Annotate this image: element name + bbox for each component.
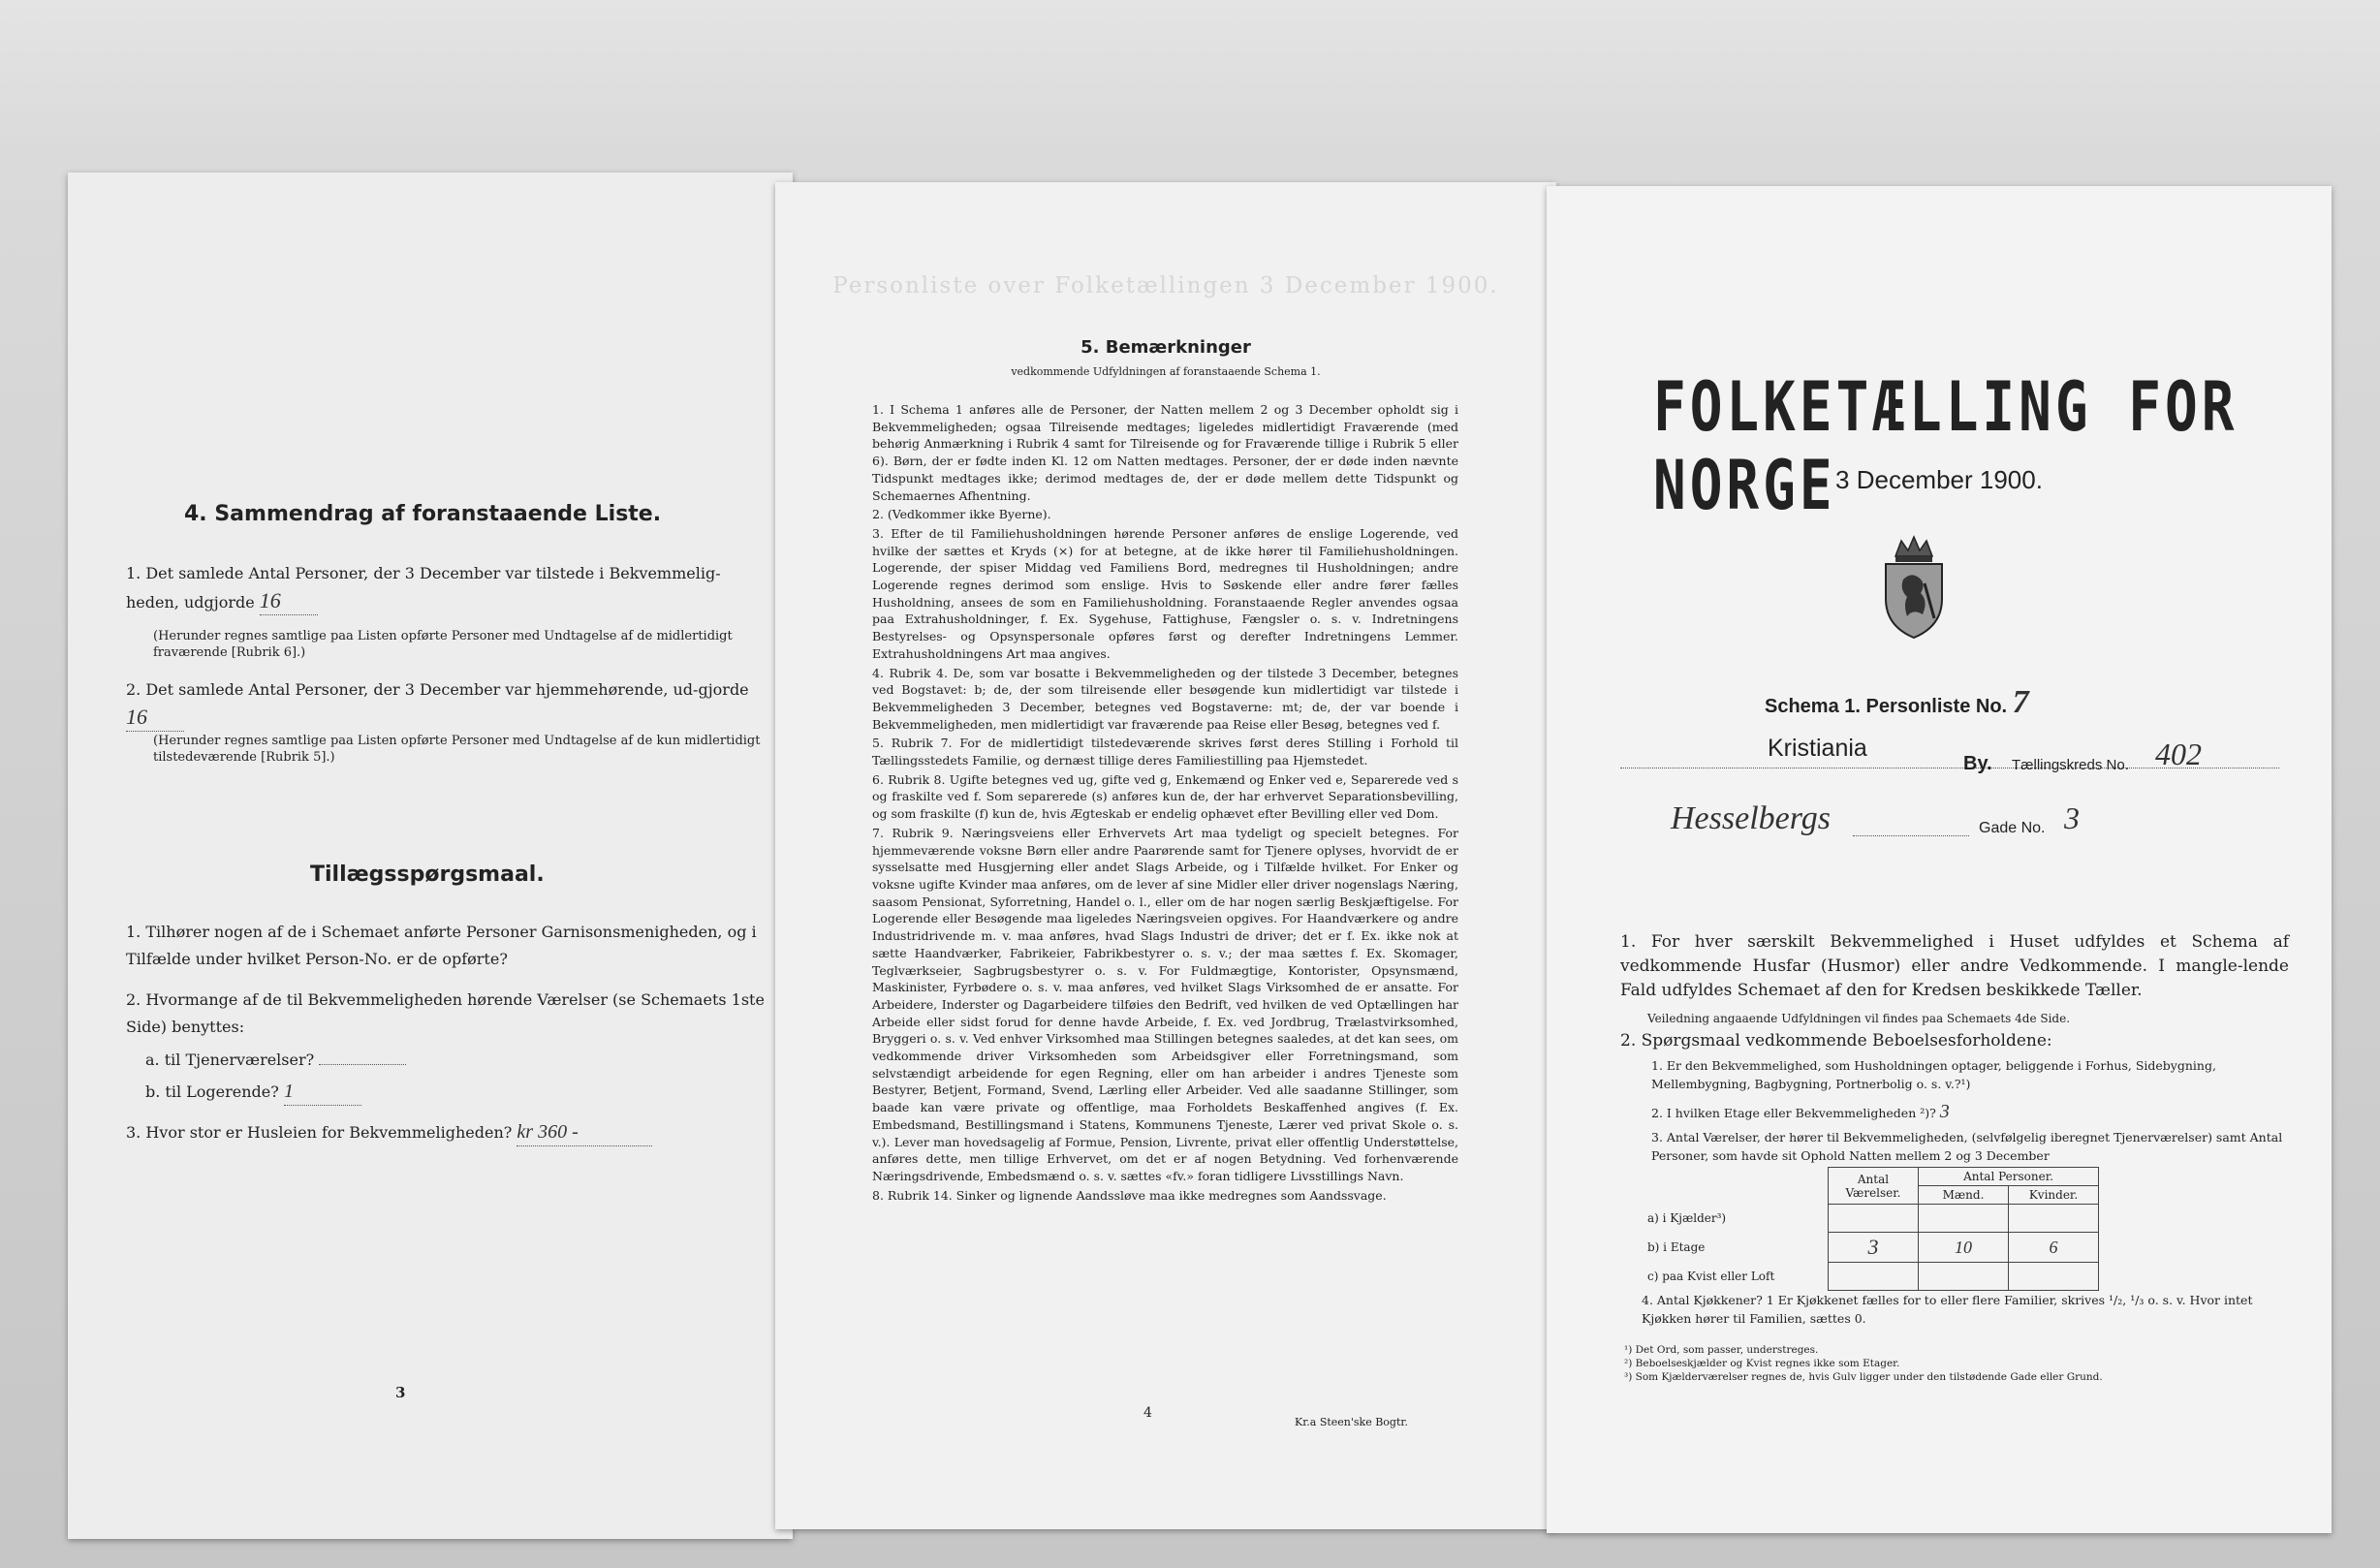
cell-rooms <box>1829 1263 1919 1291</box>
supplement-q3 <box>126 1118 652 1146</box>
summary-item-2-value: 16 <box>126 704 184 732</box>
footnote-1: ¹) Det Ord, som passer, understreges. <box>1624 1344 1819 1356</box>
schema-line <box>1765 684 2029 721</box>
table-row <box>1642 1263 2099 1291</box>
supplement-q3-text: 3. Hvor stor er Husleien for Bekvemmeligheden? <box>126 1123 513 1142</box>
census-title: FOLKETÆLLING FOR NORGE <box>1653 368 2239 526</box>
remark-3: 3. Efter de til Familiehusholdningen hørende Personer anføres de enslige Logerende, ved hvilke der sættes et Kryds (×) for at betegne, at de ikke hører til Familiehusholdningen. Logerende, der spiser Middag ved Familiens Bord, medregnes til Husholdningen; andre Logerende regnes derimod som enslige. Hvis to Søskende eller andre fører fælles Husholdning, ansees de som en Familiehusholdning. Foranstaaende Regler anvendes ogsaa paa Extrahusholdninger, f. Ex. Sygehuse, Fattighuse, Fængsler o. s. v. Indretningens Bestyrelses- og Opsynspersonale opføres først og derefter Indretningens Lemmer. Extrahusholdningens Art maa angives. <box>872 525 1458 661</box>
coat-of-arms <box>1874 533 1954 645</box>
cell-women: 6 <box>2009 1233 2099 1263</box>
housing-q1: 1. Er den Bekvemmelighed, som Husholdningen optager, beliggende i Forhus, Sidebygning, Mellembygning, Bagbygning, Portnerbolig o. s. v.?¹) <box>1651 1058 2216 1091</box>
cell-rooms <box>1829 1205 1919 1233</box>
table-header-women: Kvinder. <box>2009 1186 2099 1205</box>
remark-8: 8. Rubrik 14. Sinker og lignende Aandssløve maa ikke medregnes som Aandssvage. <box>872 1187 1387 1203</box>
row-label: c) paa Kvist eller Loft <box>1647 1270 1775 1283</box>
supplement-q1: 1. Tilhører nogen af de i Schemaet anførte Personer Garnisonsmenigheden, og i Tilfælde under hvilket Person-No. er de opførte? <box>126 923 757 968</box>
supplement-q2b-text: b. til Logerende? <box>145 1082 279 1101</box>
remark-4: 4. Rubrik 4. De, som var bosatte i Bekvemmeligheden og der tilstede 3 December, betegnes ved Bogstavet: b; de, der som tilreisende eller besøgende kun midlertidigt var tilstede i Bekvemmeligheden 3 December, betegnes ved Bogstaverne: mt; de, der var boende i Bekvemmeligheden, men midlertidigt var fraværende paa Reise eller Besøg, betegnes ved f. <box>872 665 1458 732</box>
instruction-2: 2. Spørgsmaal vedkommende Beboelsesforholdene: <box>1620 1031 2052 1051</box>
census-date: 3 December 1900. <box>1835 465 2043 494</box>
table-row <box>1642 1205 2099 1233</box>
norway-lion-crest-icon <box>1874 533 1954 642</box>
street-name: Hesselbergs <box>1671 800 1831 836</box>
table-row <box>1642 1233 2099 1263</box>
supplement-q2a <box>145 1047 406 1074</box>
city-name: Kristiania <box>1768 735 1867 762</box>
schema-number: 7 <box>2012 684 2029 720</box>
printer-imprint: Kr.a Steen'ske Bogtr. <box>1295 1416 1408 1428</box>
instruction-1-note: Veiledning angaaende Udfyldningen vil findes paa Schemaets 4de Side. <box>1647 1012 2071 1025</box>
summary-item-2 <box>126 676 766 733</box>
housing-q2 <box>1651 1103 1950 1122</box>
summary-item-1-text: 1. Det samlede Antal Personer, der 3 December var tilstede i Bekvemmelig-heden, udgjorde <box>126 564 721 612</box>
table-corner <box>1642 1168 1829 1186</box>
housing-q4: 4. Antal Kjøkkener? 1 Er Kjøkkenet fælles for to eller flere Familier, skrives ¹/₂, ¹/₃ o. s. v. Hvor intet Kjøkken hører til Familien, sættes 0. <box>1642 1293 2253 1326</box>
left-page <box>68 172 793 1539</box>
table-header-persons: Antal Personer. <box>1919 1168 2099 1186</box>
district-number: 402 <box>2155 737 2202 771</box>
supplement-q2a-line <box>319 1064 406 1065</box>
supplement-q2b-value: 1 <box>284 1078 361 1106</box>
cell-men <box>1919 1205 2009 1233</box>
housing-q2-text: 2. I hvilken Etage eller Bekvemmeligheden ²)? <box>1651 1106 1936 1120</box>
table-corner-2 <box>1642 1186 1829 1205</box>
remark-1: 1. I Schema 1 anføres alle de Personer, der Natten mellem 2 og 3 December opholdt sig i Bekvemmeligheden; ogsaa Tilreisende medtages; ligeledes midlertidigt Fraværende (med behørig Anmærkning i Rubrik 4 samt for Tilreisende og for Fraværende tillige i Rubrik 5 eller 6). Børn, der er fødte inden Kl. 12 om Natten medtages. Personer, der er døde inden nævnte Tidspunkt medtages ikke; derimod medtages de, der er døde mellem dette Tidspunkt og Schemaernes Afhentning. <box>872 402 1458 503</box>
summary-item-2-text: 2. Det samlede Antal Personer, der 3 December var hjemmehørende, ud-gjorde <box>126 680 749 699</box>
table-header-rooms: Antal Værelser. <box>1829 1168 1919 1205</box>
by-label: By. <box>1963 753 1992 774</box>
remark-6: 6. Rubrik 8. Ugifte betegnes ved ug, gifte ved g, Enkemænd og Enker ved e, Separerede ved s og fraskilte ved f. Som separerede (s) anføres kun de, der har erhvervet Separationsbevilling, og som fraskilte (f) kun de, hvis Ægteskab er endelig ophævet efter Bevilling eller ved Dom. <box>872 771 1458 822</box>
footnote-3: ³) Som Kjælderværelser regnes de, hvis Gulv ligger under den tilstødende Gade eller Grund. <box>1624 1371 2103 1383</box>
summary-item-1 <box>126 560 766 616</box>
supplement-q2b <box>145 1078 361 1106</box>
summary-item-1-note: (Herunder regnes samtlige paa Listen opførte Personer med Undtagelse af de midlertidigt fraværende [Rubrik 6].) <box>153 629 733 660</box>
remarks-list <box>872 401 1458 1204</box>
table-header-men: Mænd. <box>1919 1186 2009 1205</box>
rooms-persons-table <box>1642 1167 2099 1291</box>
gade-number: 3 <box>2064 800 2080 835</box>
supplement-q3-value: kr 360 - <box>517 1118 652 1146</box>
remarks-heading: 5. Bemærkninger <box>1080 337 1251 358</box>
remarks-subheading: vedkommende Udfyldningen af foranstaaende Schema 1. <box>1011 365 1321 378</box>
page-number-middle: 4 <box>1143 1405 1152 1421</box>
district-label: Tællingskreds No. <box>2012 757 2129 773</box>
footnotes <box>1624 1343 2302 1384</box>
street-line <box>1853 835 1969 836</box>
row-label: a) i Kjælder³) <box>1647 1211 1727 1225</box>
page-number-left: 3 <box>395 1384 406 1401</box>
remark-7: 7. Rubrik 9. Næringsveiens eller Erhvervets Art maa tydeligt og specielt betegnes. For hjemmeværende voksne Børn eller andre Paarørende samt for Tjenere oplyses, hvorvidt de er sysselsatte med Husgjerning eller andet Slags Arbeide, og i Tilfælde hvilket. For Enker og voksne ugifte Kvinder maa anføres, om de lever af sine Midler eller driver nogenslags Næring, saasom Pensionat, Syforretning, Handel o. l., eller om de har nogen særlig Beskjæftigelse. For Logerende eller Besøgende maa ligeledes Næringsveien opgives. For Haandværkere og andre Industridrivende m. v. maa anføres, hvad Slags Industri de driver; det er f. Ex. ikke nok at sætte Haandværker, Fabrikeier, Fabrikbestyrer o. s. v.; der maa sættes f. Ex. Skomager, Teglværkseier, Sagbrugsbestyrer o. s. v. For Fuldmægtige, Kontorister, Opsynsmænd, Maskinister, Fyrbødere o. s. v. maa anføres, ved hvilket Slags Virksomhed de er ansatte. For Arbeidere, Inderster og Dagarbeidere tilføies den Bedrift, ved hvilken de ved Optællingen har Arbeide eller sidst forud for denne havde Arbeide, f. Ex. ved Jordbrug, Trælastvirksomhed, Bryggeri o. s. v. Ved enhver Virksomhed maa Stillingen betegnes saaledes, at det kan sees, om vedkommende driver Virksomheden som Arbeidsgiver eller Forretningsmand, som selvstændigt arbeidende for egen Regning, eller om han arbeider i andres Tjeneste som Bestyrer, Betjent, Formand, Svend, Lærling eller Arbeider. Ved alle saadanne Stillinger, som baade kan være private og offentlige, maa Forholdets Beskaffenhed angives (f. Ex. Embedsmand, Bestillingsmand i Statens, Kommunens Tjeneste, Lærer ved privat Skole o. s. v.). Lever man hovedsagelig af Formue, Pension, Livrente, privat eller offentlig Understøttelse, anføres dette, men tillige Erhvervet, om det er af nogen Betydning. Ved forhenværende Næringsdrivende, Embedsmænd o. s. v. sættes «fv.» foran tidligere Livsstillings Navn. <box>872 825 1458 1183</box>
housing-q3: 3. Antal Værelser, der hører til Bekvemmeligheden, (selvfølgelig iberegnet Tjenerværelser) samt Antal Personer, som havde sit Ophold Natten mellem 2 og 3 December <box>1651 1130 2283 1163</box>
footnote-2: ²) Beboelseskjælder og Kvist regnes ikke som Etager. <box>1624 1358 1900 1369</box>
row-label: b) i Etage <box>1647 1240 1706 1254</box>
summary-item-1-value: 16 <box>260 587 318 615</box>
supplement-title: Tillægsspørgsmaal. <box>310 862 545 887</box>
cell-rooms: 3 <box>1829 1233 1919 1263</box>
cell-men: 10 <box>1919 1233 2009 1263</box>
cell-men <box>1919 1263 2009 1291</box>
gade-label: Gade No. <box>1979 820 2046 836</box>
schema-label: Schema 1. Personliste No. <box>1765 696 2008 717</box>
middle-page <box>775 182 1556 1529</box>
cell-women <box>2009 1263 2099 1291</box>
ghost-heading: Personliste over Folketællingen 3 December 1900. <box>832 273 1499 298</box>
supplement-q2: 2. Hvormange af de til Bekvemmeligheden hørende Værelser (se Schemaets 1ste Side) benyttes: <box>126 990 765 1036</box>
summary-item-2-note: (Herunder regnes samtlige paa Listen opførte Personer med Undtagelse af de kun midlertidigt tilstedeværende [Rubrik 5].) <box>153 734 761 765</box>
housing-q2-value: 3 <box>1939 1101 1950 1122</box>
cell-women <box>2009 1205 2099 1233</box>
instruction-1: 1. For hver særskilt Bekvemmelighed i Huset udfyldes et Schema af vedkommende Husfar (Husmor) eller andre Vedkommende. I mangle-lende Fald udfyldes Schemaet af den for Kredsen beskikkede Tæller. <box>1620 932 2289 1000</box>
supplement-q2a-text: a. til Tjenerværelser? <box>145 1051 315 1069</box>
section4-title: 4. Sammendrag af foranstaaende Liste. <box>184 502 662 526</box>
remark-2: 2. (Vedkommer ikke Byerne). <box>872 507 1051 522</box>
right-page <box>1547 186 2332 1533</box>
remark-5: 5. Rubrik 7. For de midlertidigt tilstedeværende skrives først deres Stilling i Forhold til Tællingsstedets Familie, og dernæst tillige deres Familiestilling paa Hjemstedet. <box>872 736 1458 768</box>
